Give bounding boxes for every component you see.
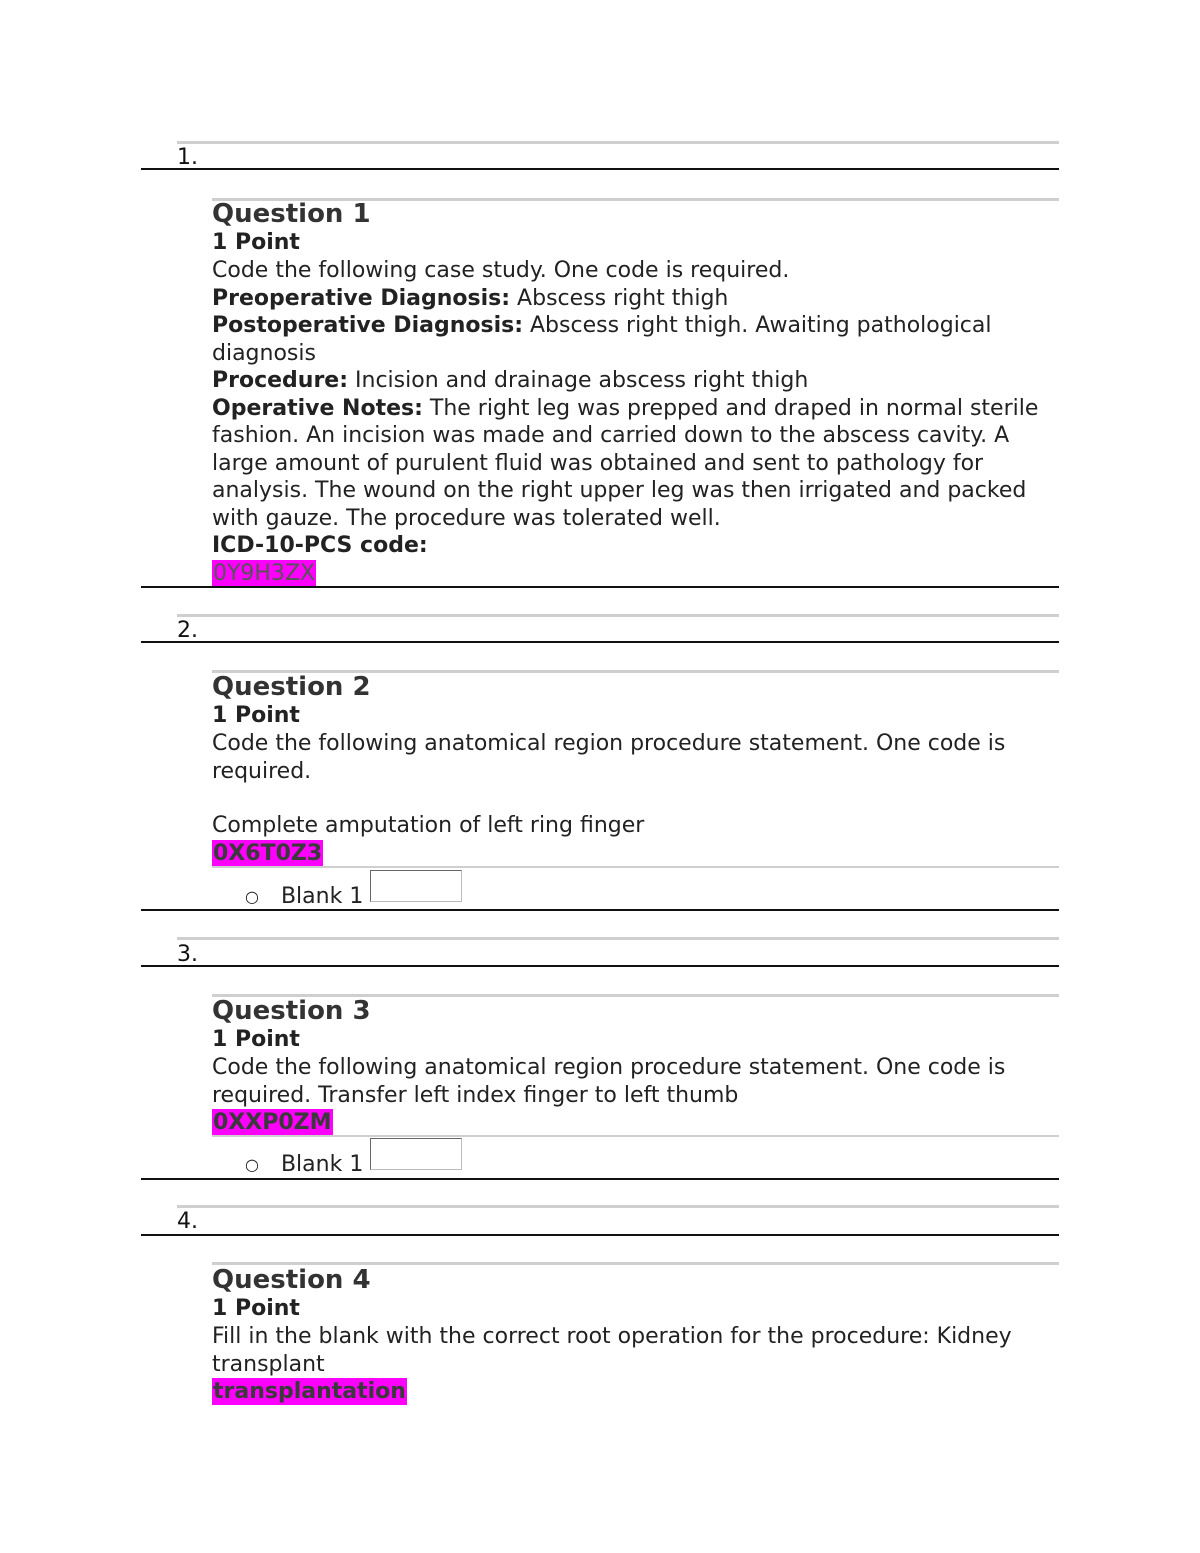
blank-label: Blank 1 <box>280 1152 364 1177</box>
circle-bullet-icon: ○ <box>245 1155 259 1174</box>
question-title: Question 4 <box>212 1265 371 1295</box>
divider <box>177 937 1059 940</box>
blank-1-input[interactable] <box>370 870 462 902</box>
blank-1-input[interactable] <box>370 1138 462 1170</box>
operative-notes <box>212 395 1057 533</box>
question-points: 1 Point <box>212 230 300 255</box>
divider <box>212 866 1059 868</box>
field-value: Incision and drainage abscess right thigh <box>348 368 809 393</box>
question-title: Question 2 <box>212 672 371 702</box>
question-prompt: Code the following anatomical region procedure statement. One code is required. <box>212 731 1006 784</box>
postoperative-diagnosis <box>212 312 1057 367</box>
preoperative-diagnosis <box>212 285 1057 313</box>
question-3-block <box>212 996 1057 1137</box>
question-points: 1 Point <box>212 1027 300 1052</box>
question-1-block <box>212 199 1057 587</box>
divider <box>141 1178 1059 1180</box>
question-2-block <box>212 672 1057 867</box>
question-prompt: Fill in the blank with the correct root operation for the procedure: Kidney transplant <box>212 1324 1012 1377</box>
divider <box>177 141 1059 144</box>
divider <box>141 641 1059 643</box>
blank-row <box>245 1152 363 1178</box>
field-label: Operative Notes: <box>212 395 423 421</box>
divider <box>141 909 1059 911</box>
divider <box>141 168 1059 170</box>
field-value: Abscess right thigh <box>510 285 729 311</box>
answer-highlight: 0X6T0Z3 <box>213 840 323 866</box>
divider <box>141 1234 1059 1236</box>
field-label: Procedure: <box>212 368 349 393</box>
divider <box>177 1205 1059 1208</box>
question-number: 3. <box>177 942 198 967</box>
procedure <box>212 367 1057 395</box>
divider <box>177 614 1059 617</box>
answer-highlight: 0Y9H3ZX <box>213 560 316 586</box>
code-label: ICD-10-PCS code: <box>212 533 428 558</box>
question-points: 1 Point <box>212 1296 300 1321</box>
question-prompt: Code the following case study. One code is required. <box>212 258 790 283</box>
divider <box>141 965 1059 967</box>
field-value: The right leg was prepped and draped in normal sterile fashion. An incision was made and carried down to the abscess cavity. A large amount of purulent fluid was obtained and sent to pathology for analysis. The wound on the right upper leg was then irrigated and packed with gauze. The procedure was tolerated well. <box>212 395 1039 531</box>
blank-row <box>245 884 363 910</box>
question-number: 2. <box>177 618 198 643</box>
field-label: Preoperative Diagnosis: <box>212 285 511 311</box>
field-label: Postoperative Diagnosis: <box>212 313 524 338</box>
divider <box>212 1135 1059 1137</box>
question-points: 1 Point <box>212 703 300 728</box>
blank-label: Blank 1 <box>280 884 364 909</box>
question-title: Question 3 <box>212 996 371 1026</box>
procedure-statement: Complete amputation of left ring finger <box>212 813 645 838</box>
question-number: 1. <box>177 145 198 170</box>
field-value: Abscess right thigh. Awaiting pathological diagnosis <box>212 313 992 366</box>
question-prompt: Code the following anatomical region procedure statement. One code is required. Transfer left index finger to left thumb <box>212 1055 1006 1108</box>
answer-highlight: transplantation <box>213 1379 406 1404</box>
question-title: Question 1 <box>212 199 371 229</box>
circle-bullet-icon: ○ <box>245 887 259 906</box>
divider <box>141 586 1059 588</box>
answer-highlight: 0XXP0ZM <box>213 1110 332 1135</box>
question-number: 4. <box>177 1209 198 1234</box>
question-4-block <box>212 1265 1057 1406</box>
